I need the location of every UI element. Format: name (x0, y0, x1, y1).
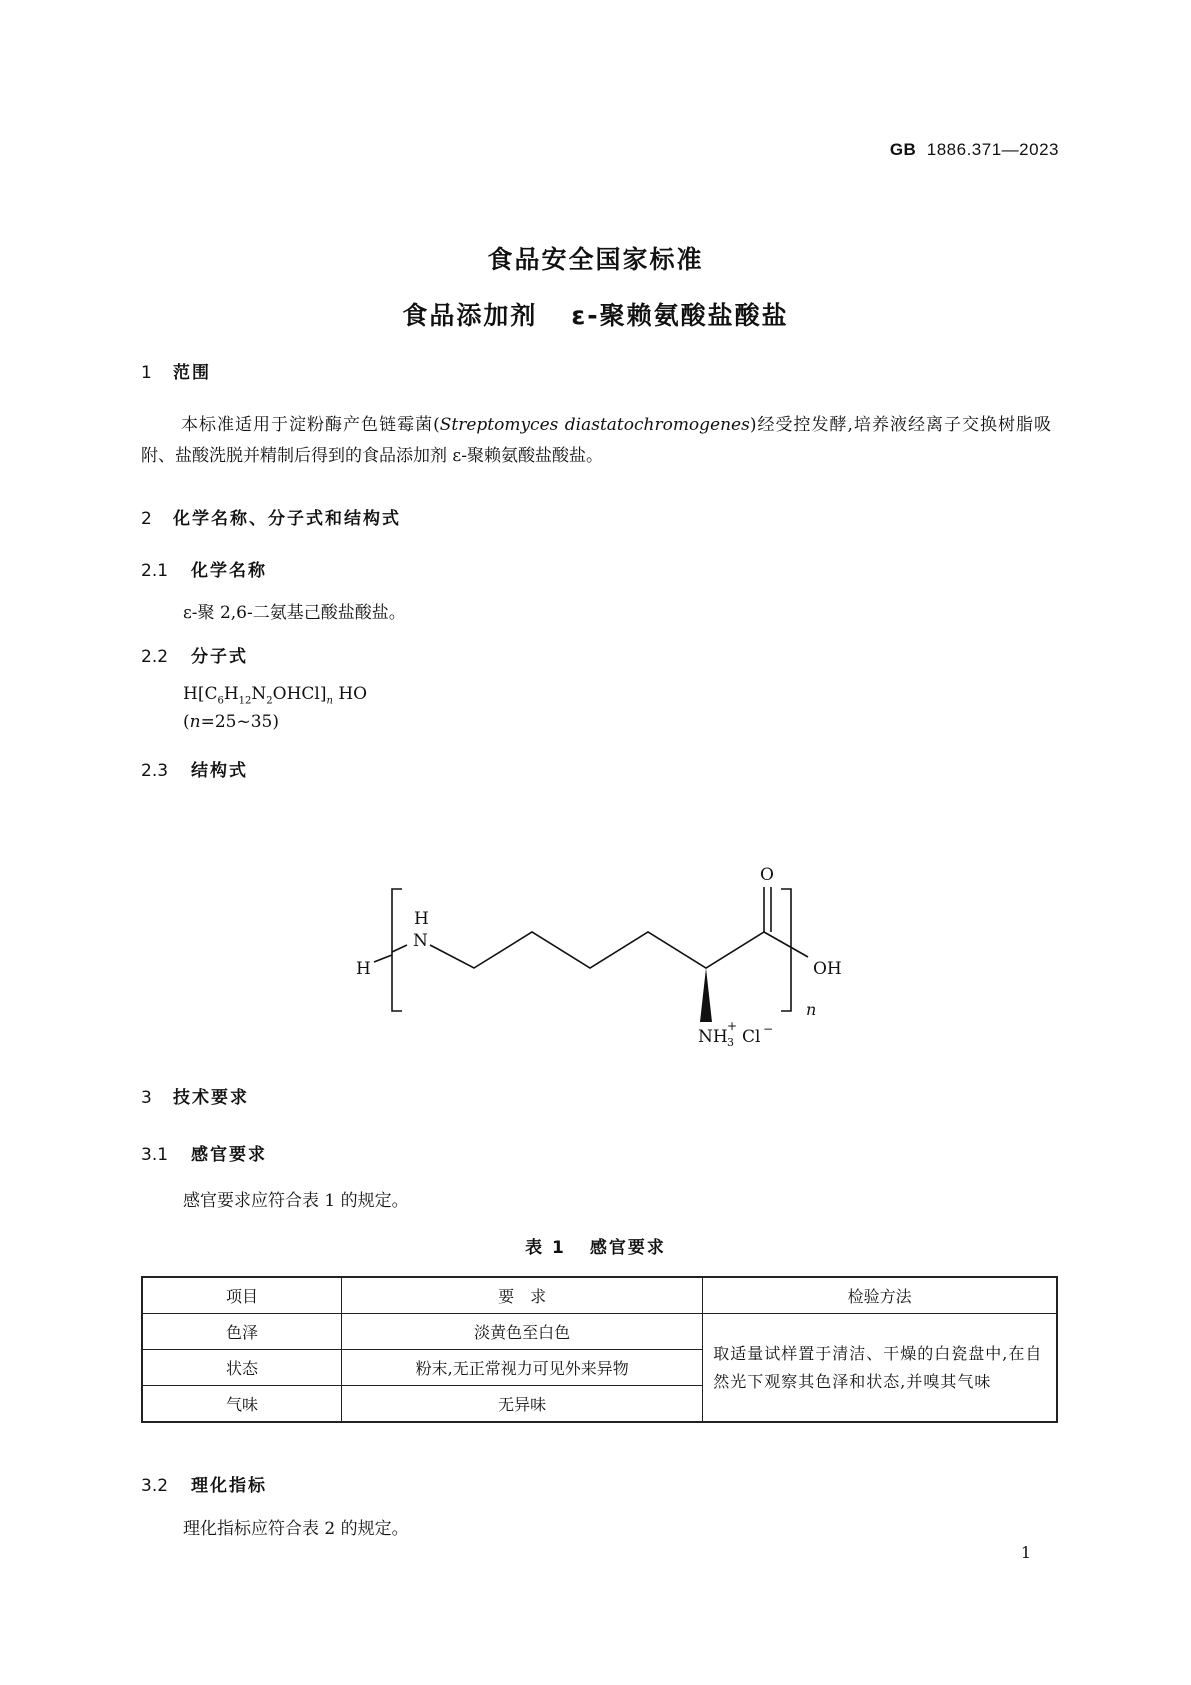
label-minus: − (763, 1022, 774, 1036)
section-title: 分子式 (191, 647, 248, 667)
bond-oh (764, 932, 808, 957)
section-number: 1 (141, 363, 152, 383)
formula-part: HO (338, 684, 368, 704)
table-cell-requirement: 淡黄色至白色 (342, 1314, 703, 1350)
document-title: 食品安全国家标准 (487, 245, 704, 274)
section-3-1-heading (141, 1140, 267, 1165)
right-bracket (781, 889, 791, 1011)
table-cell-requirement: 无异味 (342, 1386, 703, 1423)
section-title: 结构式 (191, 761, 248, 781)
label-n: n (806, 1000, 817, 1019)
table-row (142, 1314, 1057, 1350)
scope-text-b: )经受控发酵,培养液经离子交换树脂吸附、盐酸洗脱并精制后得到的食品添加剂 ε-聚赖氨酸盐酸盐。 (141, 415, 1051, 466)
formula-sub: 2 (266, 695, 273, 707)
table-header-row (142, 1277, 1057, 1314)
section-number: 2.3 (141, 761, 169, 781)
formula-sub: 12 (238, 695, 252, 707)
label-sub3: 3 (727, 1036, 734, 1049)
chemical-name: ε-聚 2,6-二氨基己酸盐酸盐。 (183, 603, 406, 623)
wedge-bond (700, 968, 712, 1022)
standard-code-number: 1886.371—2023 (926, 140, 1059, 159)
section-title: 技术要求 (173, 1088, 249, 1108)
subtitle-category: 食品添加剂 (402, 301, 538, 330)
range-value: =25~35) (200, 712, 279, 732)
section-title: 理化指标 (191, 1476, 267, 1496)
formula-index: n (326, 695, 333, 707)
table-1-title (0, 1233, 1191, 1258)
label-nh-h: H (414, 909, 429, 929)
label-plus: + (727, 1019, 738, 1033)
section-title: 化学名称 (191, 561, 267, 581)
species-name: Streptomyces diastatochromogenes (439, 415, 750, 435)
section-3-1-text: 感官要求应符合表 1 的规定。 (183, 1191, 409, 1211)
formula-part: H[C (183, 684, 218, 704)
section-number: 3.2 (141, 1476, 169, 1496)
range-open: ( (183, 712, 190, 732)
table-header: 要 求 (342, 1277, 703, 1314)
section-title: 范围 (173, 363, 211, 383)
section-number: 3 (141, 1088, 152, 1108)
formula-part: OHCl] (272, 684, 327, 704)
subtitle-substance: ε-聚赖氨酸盐酸盐 (571, 301, 789, 330)
section-3-2-text: 理化指标应符合表 2 的规定。 (183, 1519, 409, 1539)
label-cl: Cl (742, 1027, 761, 1047)
bond-h (374, 955, 392, 962)
scope-text-a: 本标准适用于淀粉酶产色链霉菌( (181, 415, 440, 435)
table-cell-item: 状态 (142, 1350, 342, 1386)
table-cell-item: 气味 (142, 1386, 342, 1423)
section-3-heading (141, 1083, 249, 1108)
label-nh-n: N (413, 931, 428, 951)
table-header: 检验方法 (703, 1277, 1057, 1314)
carbon-chain (430, 932, 764, 968)
formula-part: N (251, 684, 267, 704)
section-number: 2.1 (141, 561, 169, 581)
bond-bracket-n (392, 945, 407, 952)
label-h: H (356, 959, 371, 979)
table-caption: 感官要求 (589, 1238, 666, 1258)
table-header: 项目 (142, 1277, 342, 1314)
label-o: O (760, 865, 774, 885)
section-number: 2 (141, 509, 152, 529)
section-title: 化学名称、分子式和结构式 (173, 509, 401, 529)
section-3-2-heading (141, 1471, 267, 1496)
page-number: 1 (1020, 1543, 1031, 1562)
sensory-requirements-table (141, 1276, 1058, 1423)
section-number: 3.1 (141, 1145, 169, 1165)
table-label: 表 1 (525, 1238, 566, 1258)
section-title: 感官要求 (191, 1145, 267, 1165)
label-nh3: NH (698, 1027, 728, 1047)
formula-part: H (223, 684, 239, 704)
table-cell-item: 色泽 (142, 1314, 342, 1350)
standard-code-prefix: GB (889, 140, 917, 159)
section-number: 2.2 (141, 647, 169, 667)
table-cell-requirement: 粉末,无正常视力可见外来异物 (342, 1350, 703, 1386)
range-n: n (189, 712, 201, 732)
formula-sub: 6 (217, 695, 224, 707)
label-oh: OH (813, 959, 842, 979)
table-cell-method: 取适量试样置于清洁、干燥的白瓷盘中,在自然光下观察其色泽和状态,并嗅其气味 (703, 1314, 1057, 1423)
